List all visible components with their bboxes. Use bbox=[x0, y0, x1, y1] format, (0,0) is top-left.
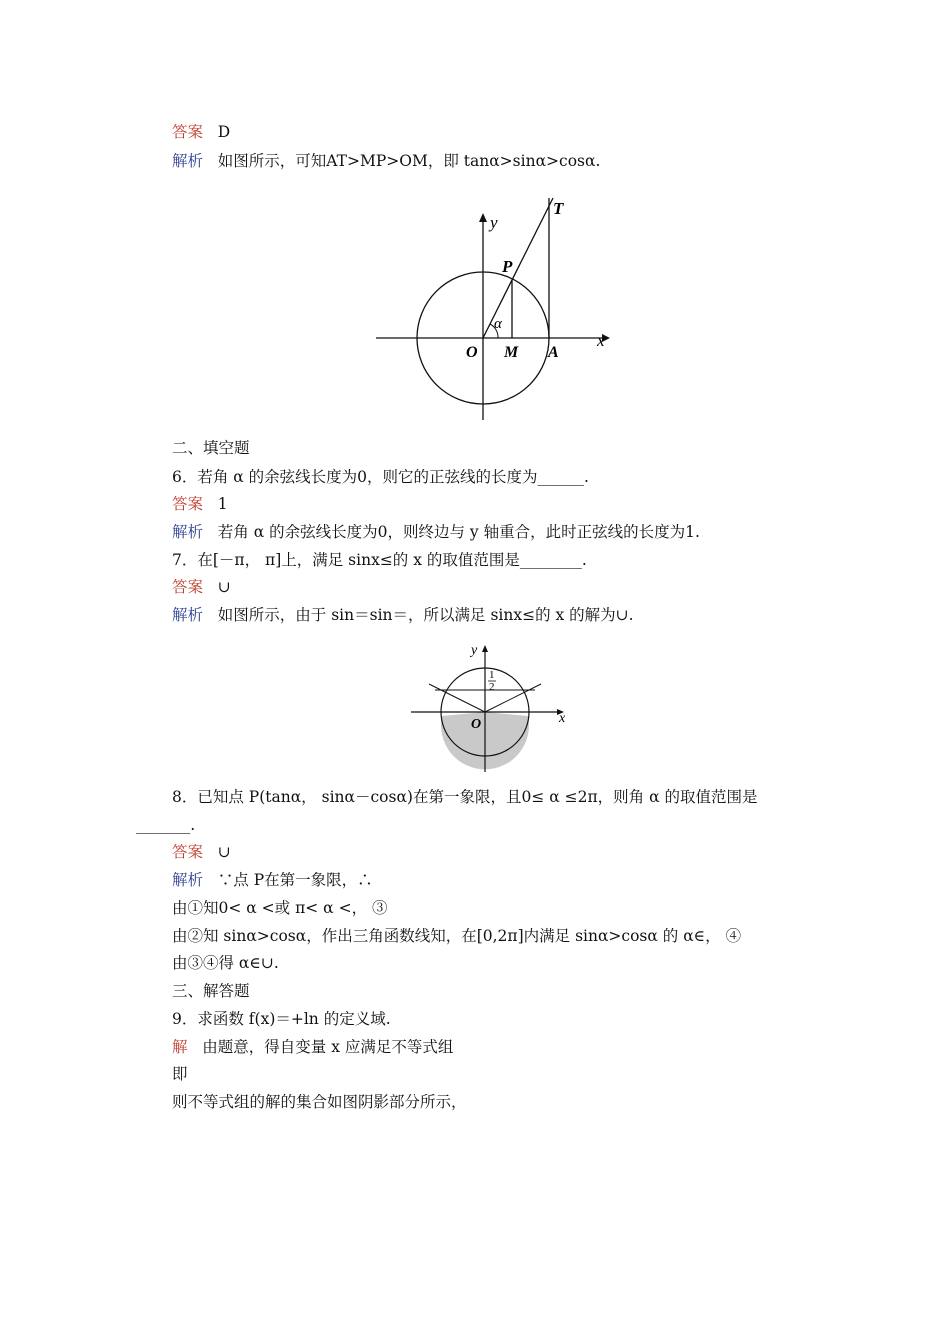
q5-explain-line bbox=[172, 151, 600, 171]
section-fill-blank-heading: 二、填空题 bbox=[172, 439, 250, 457]
q8-step2: 由②知 sinα>cosα，作出三角函数线知，在[0,2π]内满足 sinα>cosα 的 α∈， ④ bbox=[172, 927, 742, 945]
q7-question: 7．在[－π， π]上，满足 sinx≤的 x 的取值范围是________. bbox=[172, 551, 587, 569]
answer-tag: 答案 bbox=[172, 843, 204, 861]
q8-question-line1: 8．已知点 P(tanα， sinα－cosα)在第一象限，且0≤ α ≤2π，则角 α 的取值范围是 bbox=[172, 788, 758, 806]
q9-line2: 即 bbox=[172, 1065, 188, 1083]
label-alpha: α bbox=[494, 316, 502, 332]
q8-answer-line bbox=[172, 842, 231, 862]
label-O: O bbox=[471, 717, 482, 732]
explain-text: 若角 α 的余弦线长度为0，则终边与 y 轴重合，此时正弦线的长度为1. bbox=[217, 523, 700, 541]
q9-solution-line bbox=[172, 1037, 453, 1057]
unit-circle-tangent-figure bbox=[368, 176, 620, 432]
explain-text: ∵点 P在第一象限，∴ bbox=[217, 871, 373, 889]
answer-text: ∪ bbox=[217, 578, 231, 596]
q9-question: 9．求函数 f(x)＝+ln 的定义域. bbox=[172, 1010, 391, 1028]
label-O: O bbox=[466, 344, 478, 361]
section-solution-heading: 三、解答题 bbox=[172, 982, 250, 1000]
q8-explain-line bbox=[172, 870, 373, 890]
answer-text: D bbox=[217, 123, 231, 141]
q6-question: 6．若角 α 的余弦线长度为0，则它的正弦线的长度为______. bbox=[172, 468, 589, 486]
q5-answer-line bbox=[172, 122, 230, 142]
q8-step3: 由③④得 α∈∪. bbox=[172, 954, 279, 972]
explain-tag: 解析 bbox=[172, 606, 204, 624]
y-axis-arrow bbox=[482, 645, 488, 652]
explain-tag: 解析 bbox=[172, 523, 204, 541]
fraction-numerator: 1 bbox=[489, 669, 495, 681]
label-A: A bbox=[548, 344, 559, 361]
label-x: x bbox=[559, 711, 566, 726]
answer-tag: 答案 bbox=[172, 578, 204, 596]
answer-text: 1 bbox=[217, 495, 228, 513]
answer-tag: 答案 bbox=[172, 495, 204, 513]
q8-step1: 由①知0< α <或 π< α <， ③ bbox=[172, 899, 388, 917]
answer-text: ∪ bbox=[217, 843, 231, 861]
q6-explain-line bbox=[172, 522, 700, 542]
explain-text: 如图所示，由于 sin＝sin＝，所以满足 sinx≤的 x 的解为∪. bbox=[217, 606, 634, 624]
q7-explain-line bbox=[172, 605, 634, 625]
q7-answer-line bbox=[172, 577, 231, 597]
q9-line3: 则不等式组的解的集合如图阴影部分所示， bbox=[172, 1093, 467, 1111]
explain-text: 如图所示，可知AT>MP>OM，即 tanα>sinα>cosα. bbox=[217, 152, 601, 170]
terminal-side-left bbox=[429, 684, 485, 712]
label-P: P bbox=[502, 257, 513, 276]
label-y: y bbox=[490, 213, 498, 232]
answer-tag: 答案 bbox=[172, 123, 204, 141]
label-M: M bbox=[504, 344, 519, 361]
label-T: T bbox=[553, 199, 564, 218]
q6-answer-line bbox=[172, 494, 228, 514]
label-y: y bbox=[471, 643, 478, 658]
sine-shaded-circle-figure bbox=[407, 632, 579, 780]
y-axis-arrow bbox=[479, 213, 487, 222]
solution-text: 由题意，得自变量 x 应满足不等式组 bbox=[202, 1038, 454, 1056]
solution-tag: 解 bbox=[172, 1038, 188, 1056]
explain-tag: 解析 bbox=[172, 152, 204, 170]
explain-tag: 解析 bbox=[172, 871, 204, 889]
fraction-denominator: 2 bbox=[489, 681, 495, 693]
label-x: x bbox=[597, 331, 605, 350]
q8-question-line2: _______. bbox=[136, 816, 196, 834]
